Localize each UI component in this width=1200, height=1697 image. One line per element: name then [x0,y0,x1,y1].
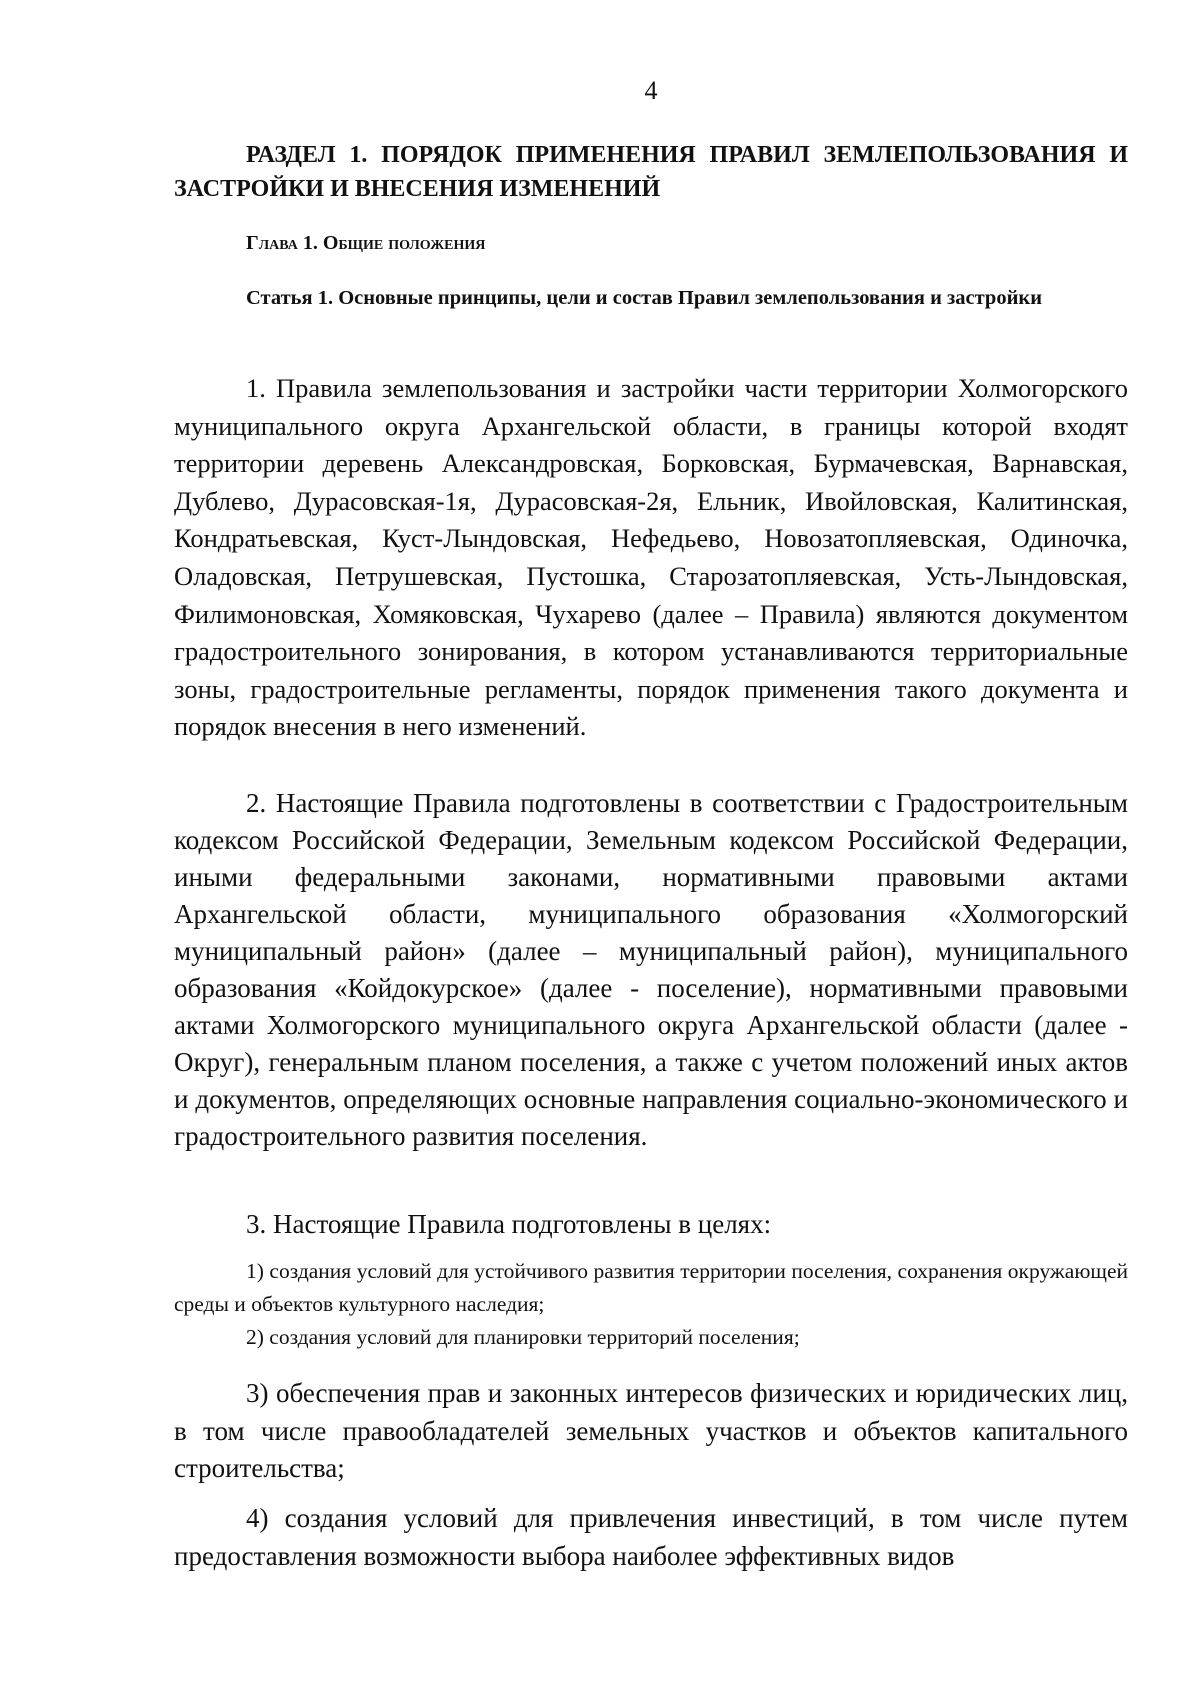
chapter-title: Глава 1. Общие положения [246,232,486,254]
paragraph-3: 3. Настоящие Правила подготовлены в целях: [246,1209,772,1239]
section-title: РАЗДЕЛ 1. ПОРЯДОК ПРИМЕНЕНИЯ ПРАВИЛ ЗЕМЛЕПОЛЬЗОВАНИЯ И ЗАСТРОЙКИ И ВНЕСЕНИЯ ИЗМЕНЕНИЙ [174,142,1128,202]
list-item-4: 4) создания условий для привлечения инвестиций, в том числе путем предоставления возможности выбора наиболее эффективных видов [174,1503,1128,1571]
page-number: 4 [644,76,658,105]
paragraph-1: 1. Правила землепользования и застройки части территории Холмогорского муниципального округа Архангельской области, в границы которой входят территории деревень Александровская, Борковская, Бурмачевская, Варнавская, Дублево, Дурасовская-1я, Дурасовская-2я, Ельник, Ивойловская, Калитинская, Кондратьевская, Куст-Лындовская, Нефедьево, Новозатопляевская, Одиночка, Оладовская, Петрушевская, Пустошка, Старозатопляевская, Усть-Лындовская, Филимоновская, Хомяковская, Чухарево (далее – Правила) являются документом градостроительного зонирования, в котором устанавливаются территориальные зоны, градостроительные регламенты, порядок применения такого документа и порядок внесения в него изменений. [174,373,1128,742]
list-item-2: 2) создания условий для планировки территорий поселения; [246,1325,800,1349]
list-item-3: 3) обеспечения прав и законных интересов физических и юридических лиц, в том числе правообладателей земельных участков и объектов капитального строительства; [174,1378,1128,1483]
list-item-1: 1) создания условий для устойчивого развития территории поселения, сохранения окружающей среды и объектов культурного наследия; [174,1259,1128,1316]
article-title: Статья 1. Основные принципы, цели и состав Правил землепользования и застройки [246,287,1043,309]
paragraph-2: 2. Настоящие Правила подготовлены в соответствии с Градостроительным кодексом Российской Федерации, Земельным кодексом Российской Федерации, иными федеральными законами, нормативными правовыми актами Архангельской области, муниципального образования «Холмогорский муниципальный район» (далее – муниципальный район), муниципального образования «Койдокурское» (далее - поселение), нормативными правовыми актами Холмогорского муниципального округа Архангельской области (далее - Округ), генеральным планом поселения, а также с учетом положений иных актов и документов, определяющих основные направления социально-экономического и градостроительного развития поселения. [174,788,1128,1151]
